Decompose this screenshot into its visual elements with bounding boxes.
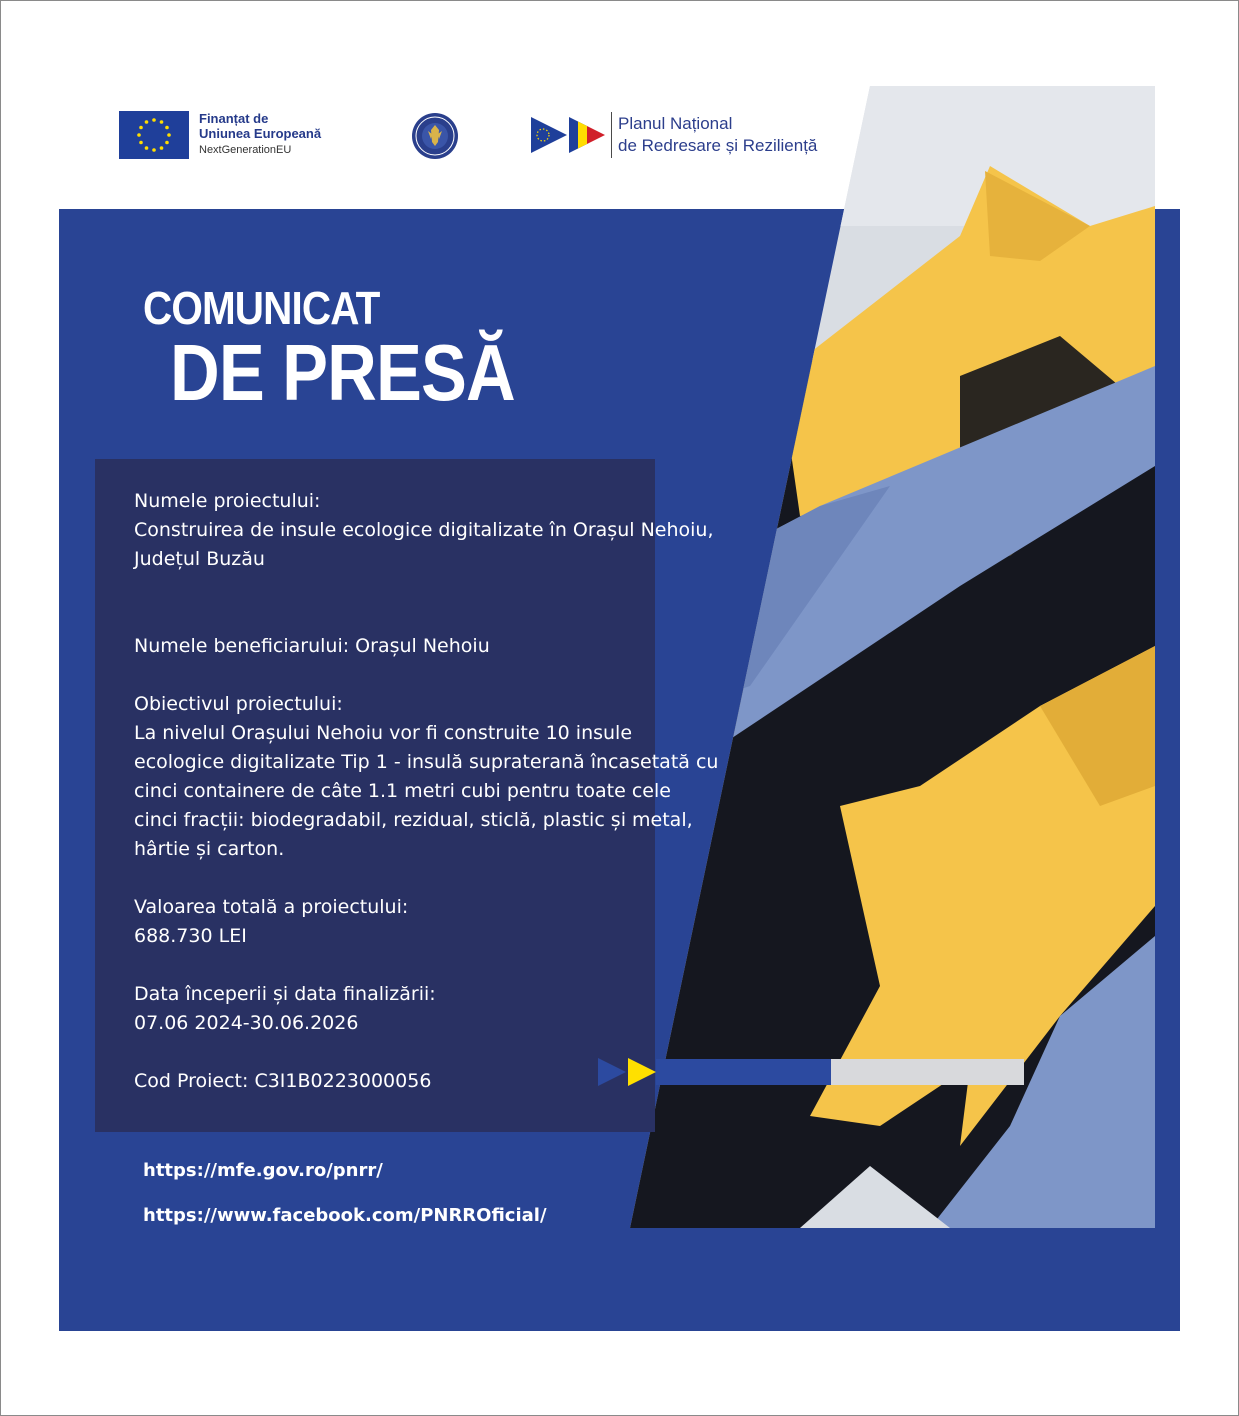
objective-line: cinci fracții: biodegradabil, rezidual, sticlă, plastic și metal, (134, 809, 693, 831)
facebook-link[interactable]: https://www.facebook.com/PNRROficial/ (143, 1205, 547, 1226)
eu-logo-line1: Finanțat de (199, 111, 269, 126)
beneficiary: Numele beneficiarului: Orașul Nehoiu (134, 635, 490, 657)
title-line1: COMUNICAT (143, 282, 380, 334)
eu-logo-line2: Uniunea Europeană (199, 126, 322, 141)
project-info (134, 487, 744, 1096)
eu-funding-logo (119, 111, 321, 159)
project-name-value-2: Județul Buzău (134, 548, 265, 570)
eu-star-icon (167, 133, 171, 137)
pnrr-arrow-bar-icon (598, 1056, 1026, 1088)
eu-star-icon (145, 120, 149, 124)
objective-line: La nivelul Orașului Nehoiu vor fi construite 10 insule (134, 722, 633, 744)
objective-line: cinci containere de câte 1.1 metri cubi pentru toate cele (134, 780, 671, 802)
eu-star-icon (152, 148, 156, 152)
project-name-value: Construirea de insule ecologice digitalizate în Orașul Nehoiu, (134, 519, 714, 541)
objective-line: hârtie și carton. (134, 838, 285, 860)
eu-star-icon (152, 118, 156, 122)
objective-line: ecologice digitalizate Tip 1 - insulă supraterană încasetată cu (134, 751, 719, 773)
pnrr-arrows-icon (531, 113, 607, 157)
eu-star-icon (137, 133, 141, 137)
objective-label: Obiectivul proiectului: (134, 693, 343, 715)
romanian-government-seal-icon (411, 112, 459, 160)
project-dates: 07.06 2024-30.06.2026 (134, 1012, 359, 1034)
dates-label: Data începerii și data finalizării: (134, 983, 436, 1005)
pnrr-logo-line2: de Redresare și Reziliență (618, 136, 818, 155)
project-name-label: Numele proiectului: (134, 490, 321, 512)
eu-logo-line3: NextGenerationEU (199, 144, 292, 156)
project-code: Cod Proiect: C3I1B0223000056 (134, 1070, 432, 1092)
pnrr-logo-line1: Planul Național (618, 114, 733, 133)
eu-star-icon (139, 126, 143, 130)
eu-star-icon (139, 141, 143, 145)
eu-star-icon (165, 141, 169, 145)
eu-star-icon (145, 146, 149, 150)
pnrr-site-link[interactable]: https://mfe.gov.ro/pnrr/ (143, 1160, 383, 1181)
eu-star-icon (160, 120, 164, 124)
eu-star-icon (160, 146, 164, 150)
eu-star-icon (165, 126, 169, 130)
value-label: Valoarea totală a proiectului: (134, 896, 409, 918)
project-value: 688.730 LEI (134, 925, 247, 947)
eu-flag-icon (119, 111, 189, 159)
title-line2: DE PRESĂ (170, 328, 515, 417)
